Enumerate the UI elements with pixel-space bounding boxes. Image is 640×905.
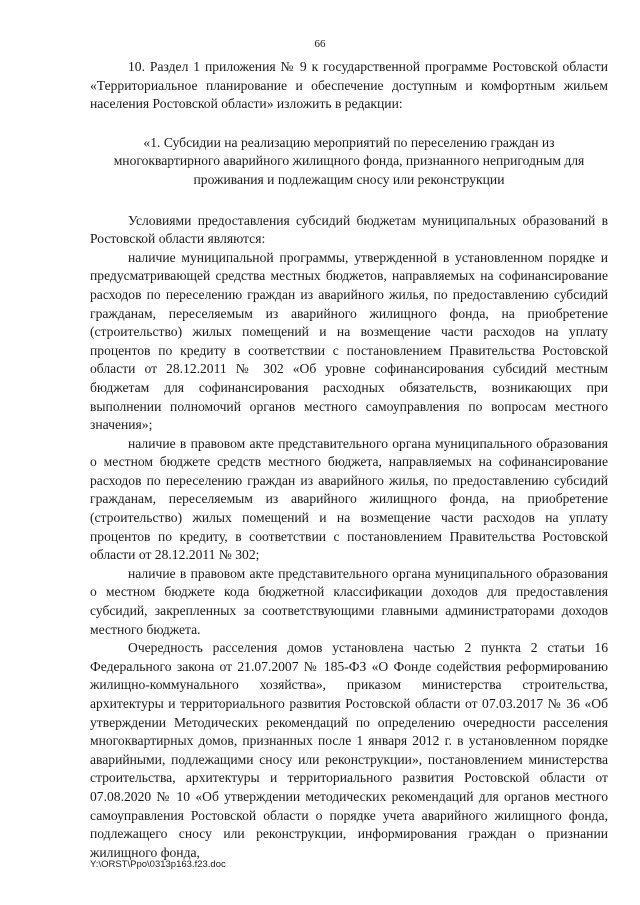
amendment-intro: 10. Раздел 1 приложения № 9 к государственной программе Ростовской области «Территориальное планирование и обеспечение доступным и комфортным жильем населения Ростовской области» изложить в редакции: (90, 59, 608, 112)
document-body (90, 58, 608, 862)
resettlement-order-paragraph: Очередность расселения домов установлена частью 2 пункта 2 статьи 16 Федерального закона от 21.07.2007 № 185-ФЗ «О Фонде содействия реформированию жилищно-коммунального хозяйства», приказом министерства строительства, архитектуры и территориального развития Ростовской области от 07.03.2017 № 36 «Об утверждении Методических рекомендаций по определению очередности расселения многоквартирных домов, признанных после 1 января 2012 г. в установленном порядке аварийными, подлежащими сносу или реконструкции», постановлением министерства строительства, архитектуры и территориального развития Ростовской области от 07.08.2020 № 10 «Об утверждении методических рекомендаций для органов местного самоуправления Ростовской области о порядке учета аварийного жилищного фонда, подлежащего сносу или реконструкции, информирования граждан о признании жилищного фонда, (90, 640, 608, 860)
condition-budget-funds: наличие в правовом акте представительного органа муниципального образования о местном бюджете средств местного бюджета, направляемых на софинансирование расходов по переселению граждан из аварийного жилья, по предоставлению субсидий гражданам, переселяемым из аварийного жилищного фонда, на приобретение (строительство) жилых помещений и на возмещение части расходов на уплату процентов по кредиту, в соответствии с постановлением Правительства Ростовской области от 28.12.2011 № 302; (90, 435, 608, 563)
section-heading: «1. Субсидии на реализацию мероприятий по переселению граждан из многоквартирного аварийного жилищного фонда, признанного непригодным для проживания и подлежащим сносу или реконструкции (113, 134, 585, 187)
condition-municipal-program: наличие муниципальной программы, утвержденной в установленном порядке и предусматривающей средства местных бюджетов, направляемых на софинансирование расходов по переселению граждан из аварийного жилья, по предоставлению субсидий гражданам, переселяемым из аварийного жилищного фонда, на приобретение (строительство) жилых помещений и на возмещение части расходов на уплату процентов по кредиту в соответствии с постановлением Правительства Ростовской области от 28.12.2011 № 302 «Об уровне софинансирования субсидий местным бюджетам для софинансирования расходных обязательств, возникающих при выполнении полномочий органов местного самоуправления по вопросам местного значения»; (90, 249, 608, 433)
conditions-paragraph: Условиями предоставления субсидий бюджетам муниципальных образований в Ростовской области являются: (90, 212, 608, 247)
page-number: 66 (314, 38, 326, 50)
file-path-footer: Y:\ORST\Ppo\0313p163.f23.doc (90, 859, 226, 870)
condition-budget-code: наличие в правовом акте представительного органа муниципального образования о местном бюджете кода бюджетной классификации доходов для предоставления субсидий, закрепленных за соответствующими главными администраторами доходов местного бюджета. (90, 565, 608, 637)
